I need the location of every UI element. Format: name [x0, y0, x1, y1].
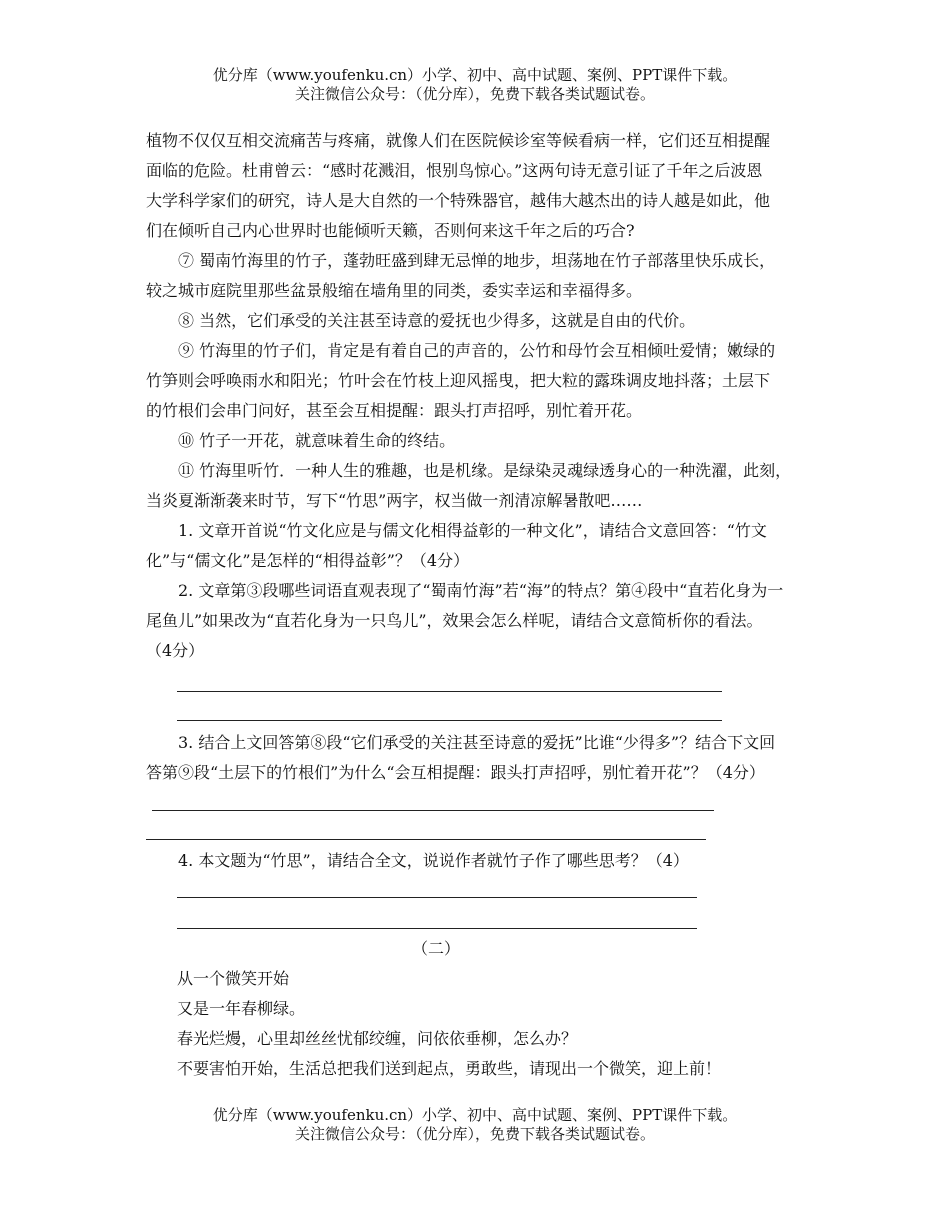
- question-1: 1. 文章开首说“竹文化应是与儒文化相得益彰的一种文化”，请结合文意回答：“竹文: [178, 521, 767, 540]
- poem-line: 春光烂熳，心里却丝丝忧郁绞缠，问依依垂柳，怎么办？: [177, 1029, 578, 1048]
- answer-line[interactable]: [177, 928, 697, 929]
- answer-line[interactable]: [177, 720, 722, 721]
- header-line-2: 关注微信公众号：（优分库），免费下载各类试题试卷。: [294, 85, 655, 103]
- question-3: 3. 结合上文回答第⑧段“它们承受的关注甚至诗意的爱抚”比谁“少得多”？结合下文回: [178, 733, 776, 752]
- document-body: [146, 126, 826, 666]
- body-line: 植物不仅仅互相交流痛苦与疼痛，就像人们在医院候诊室等候看病一样，它们还互相提醒: [146, 131, 771, 150]
- paragraph-10: ⑩ 竹子一开花，就意味着生命的终结。: [178, 431, 456, 450]
- answer-line[interactable]: [177, 897, 697, 898]
- answer-line[interactable]: [152, 810, 714, 811]
- footer-line-1: 优分库（www.youfenku.cn）小学、初中、高中试题、案例、PPT课件下载。: [212, 1106, 738, 1124]
- answer-line[interactable]: [146, 839, 706, 840]
- answer-line[interactable]: [177, 691, 722, 692]
- paragraph-7: ⑦ 蜀南竹海里的竹子，蓬勃旺盛到肆无忌惮的地步，坦荡地在竹子部落里快乐成长，: [178, 251, 776, 270]
- body-line: 答第⑨段“土层下的竹根们”为什么“会互相提醒：跟头打声招呼，别忙着开花”？（4分）: [146, 763, 765, 782]
- body-line: 们在倾听自己内心世界时也能倾听天籁，否则何来这千年之后的巧合?: [146, 221, 635, 240]
- body-line: 竹笋则会呼唤雨水和阳光；竹叶会在竹枝上迎风摇曳，把大粒的露珠调皮地抖落；土层下: [146, 371, 771, 390]
- paragraph-9: ⑨ 竹海里的竹子们，肯定是有着自己的声音的，公竹和母竹会互相倾吐爱情；嫩绿的: [178, 341, 776, 360]
- body-line: 大学科学家们的研究，诗人是大自然的一个特殊器官，越伟大越杰出的诗人越是如此，他: [146, 191, 771, 210]
- paragraph-11: ⑪ 竹海里听竹．一种人生的雅趣，也是机缘。是绿染灵魂绿透身心的一种洗濯，此刻，: [178, 461, 792, 480]
- body-line: 当炎夏渐渐袭来时节，写下“竹思”两字，权当做一剂清凉解暑散吧……: [146, 491, 643, 510]
- question-4: 4. 本文题为“竹思”，请结合全文，说说作者就竹子作了哪些思考？（4）: [178, 851, 689, 870]
- body-line: 化”与“儒文化”是怎样的“相得益彰”？（4分）: [146, 551, 470, 570]
- paragraph-8: ⑧ 当然，它们承受的关注甚至诗意的爱抚也少得多，这就是自由的代价。: [178, 311, 696, 330]
- body-line: 的竹根们会串门问好，甚至会互相提醒：跟头打声招呼，别忙着开花。: [146, 401, 643, 420]
- body-line: （4分）: [146, 641, 205, 660]
- question-2: 2. 文章第③段哪些词语直观表现了“蜀南竹海”若“海”的特点？第④段中“直若化身为一: [178, 581, 784, 600]
- body-line: 面临的危险。杜甫曾云：“感时花溅泪，恨别鸟惊心。”这两句诗无意引证了千年之后波恩: [146, 161, 763, 180]
- header-line-1: 优分库（www.youfenku.cn）小学、初中、高中试题、案例、PPT课件下载。: [212, 66, 738, 84]
- body-line: 较之城市庭院里那些盆景般缩在墙角里的同类，委实幸运和幸福得多。: [146, 281, 643, 300]
- page-footer: [0, 1106, 950, 1144]
- poem-line: 又是一年春柳绿。: [177, 999, 306, 1018]
- body-line: 尾鱼儿”如果改为“直若化身为一只鸟儿”，效果会怎么样呢，请结合文意简析你的看法。: [146, 611, 763, 630]
- poem-line: 不要害怕开始，生活总把我们送到起点，勇敢些，请现出一个微笑，迎上前！: [177, 1059, 722, 1078]
- poem: [177, 964, 827, 1084]
- section-title: （二）: [411, 939, 460, 958]
- page-header: [0, 66, 950, 104]
- poem-line: 从一个微笑开始: [177, 969, 290, 988]
- footer-line-2: 关注微信公众号：（优分库），免费下载各类试题试卷。: [294, 1125, 655, 1143]
